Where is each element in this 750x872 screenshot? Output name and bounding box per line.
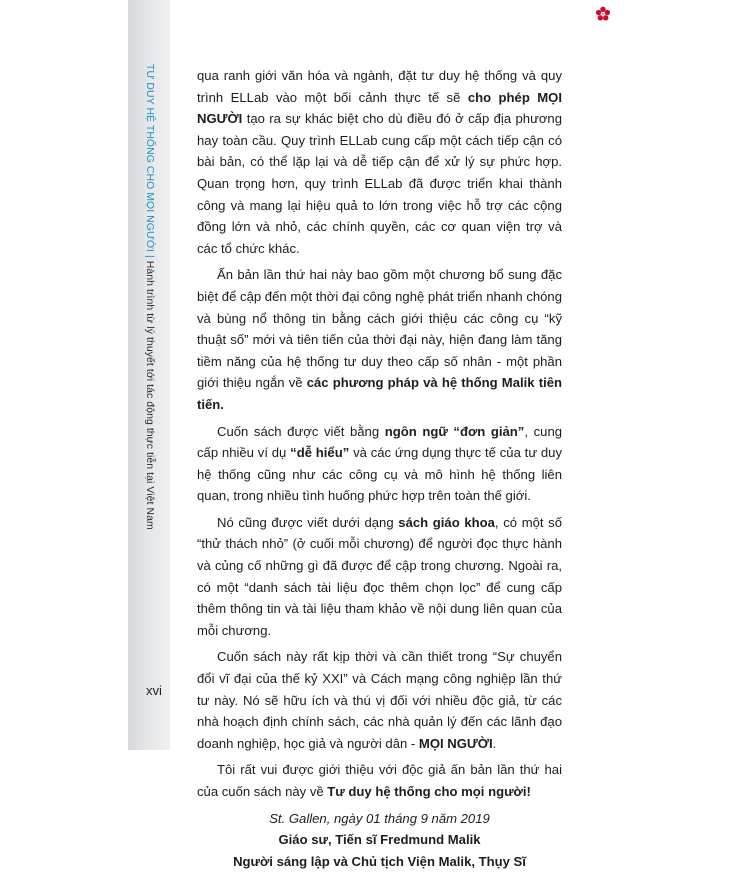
signature-date: St. Gallen, ngày 01 tháng 9 năm 2019 [269,810,490,826]
paragraph-5 [197,646,562,754]
paragraph-3 [197,421,562,507]
running-header-separator: | [144,254,155,258]
paragraph-1-text-c: tạo ra sự khác biệt cho dù điều đó ở cấp địa phương hay toàn cầu. Quy trình ELLab cung cấp một cách tiếp cận có bài bản, có thể lặp lại và dễ tiếp cận để xử lý sự phức hợp. Quan trọng hơn, quy trình ELLab đã được triển khai thành công và mang lại hiệu quả to lớn trong việc hỗ trợ các cộng đồng lớn và nhỏ, các chính quyền, các cơ quan viện trợ và các tổ chức khác. [197,111,562,256]
paragraph-2-bold: các phương pháp và hệ thống Malik tiên tiến. [197,375,562,412]
paragraph-5-bold: MỌI NGƯỜI [418,735,493,751]
flower-logo-icon [595,6,611,22]
paragraph-2 [197,264,562,415]
page-body [197,65,562,872]
paragraph-1 [197,65,562,259]
paragraph-3-text-a: Cuốn sách được viết bằng [217,423,385,439]
paragraph-6-bold: Tư duy hệ thống cho mọi người! [327,784,531,799]
paragraph-6 [197,759,562,802]
running-header-title: TƯ DUY HỆ THỐNG CHO MỌI NGƯỜI [144,64,155,252]
paragraph-4-bold: sách giáo khoa [398,514,495,530]
running-header [143,64,155,530]
paragraph-3-text-e: và các ứng dụng thực tế của tư duy hệ thống cũng như các công cụ và mô hình hệ thống liên quan, trong nhiều tình huống phức hợp trên toàn thế giới. [197,445,563,504]
paragraph-3-bold-2: “dễ hiểu” [290,445,350,461]
paragraph-4 [197,512,562,642]
paragraph-6-text-a: Tôi rất vui được giới thiệu với độc giả ấn bản lần thứ hai của cuốn sách này về [197,762,562,799]
paragraph-4-text-c: , có một số “thử thách nhỏ” (ở cuối mỗi chương) để người đọc thực hành và củng cố những gì đã được để cập trong chương. Ngoài ra, có một “danh sách tài liệu đọc thêm chọn lọc” để cung cấp thêm thông tin và tài liệu tham khảo về nội dung liên quan của mỗi chương. [197,514,563,638]
paragraph-2-text-a: Ấn bản lần thứ hai này bao gồm một chương bổ sung đặc biệt để cập đến một thời đại công nghệ phát triển nhanh chóng và bùng nổ thông tin bằng cách giới thiệu các công cụ “kỹ thuật số” mới và tiên tiến của thời đại này, hiện đang làm tăng tiềm năng của hệ thống tư duy theo cấp số nhân - một phần giới thiệu ngắn về [197,267,562,391]
running-header-subtitle: Hành trình từ lý thuyết tới tác động thực tiễn tại Việt Nam [144,260,155,530]
paragraph-3-text-c: , cung cấp nhiều ví dụ [197,423,563,461]
page-number: xvi [146,683,162,698]
paragraph-1-text-a: qua ranh giới văn hóa và ngành, đặt tư duy hệ thống và quy trình ELLab vào một bối cảnh thực tế sẽ [197,68,562,105]
paragraph-5-text-c: . [492,735,497,751]
paragraph-5-text-a: Cuốn sách này rất kịp thời và cần thiết trong “Sự chuyển đổi vĩ đại của thế kỷ XXI” và Cách mạng công nghiệp lần thứ tư này. Nó sẽ hữu ích và thú vị đối với nhiều độc giả, từ các nhà hoạch định chính sách, các nhà quản lý đến các lãnh đạo doanh nghiệp, học giả và người dân - [197,649,562,751]
signature-block [197,808,562,872]
signature-name: Giáo sư, Tiến sĩ Fredmund Malik [278,832,481,848]
paragraph-3-bold-1: ngôn ngữ “đơn giản” [384,423,525,439]
signature-role: Người sáng lập và Chủ tịch Viện Malik, Thụy Sĩ [233,853,526,869]
paragraph-1-bold: cho phép MỌI NGƯỜI [197,89,562,127]
paragraph-4-text-a: Nó cũng được viết dưới dạng [217,514,399,530]
